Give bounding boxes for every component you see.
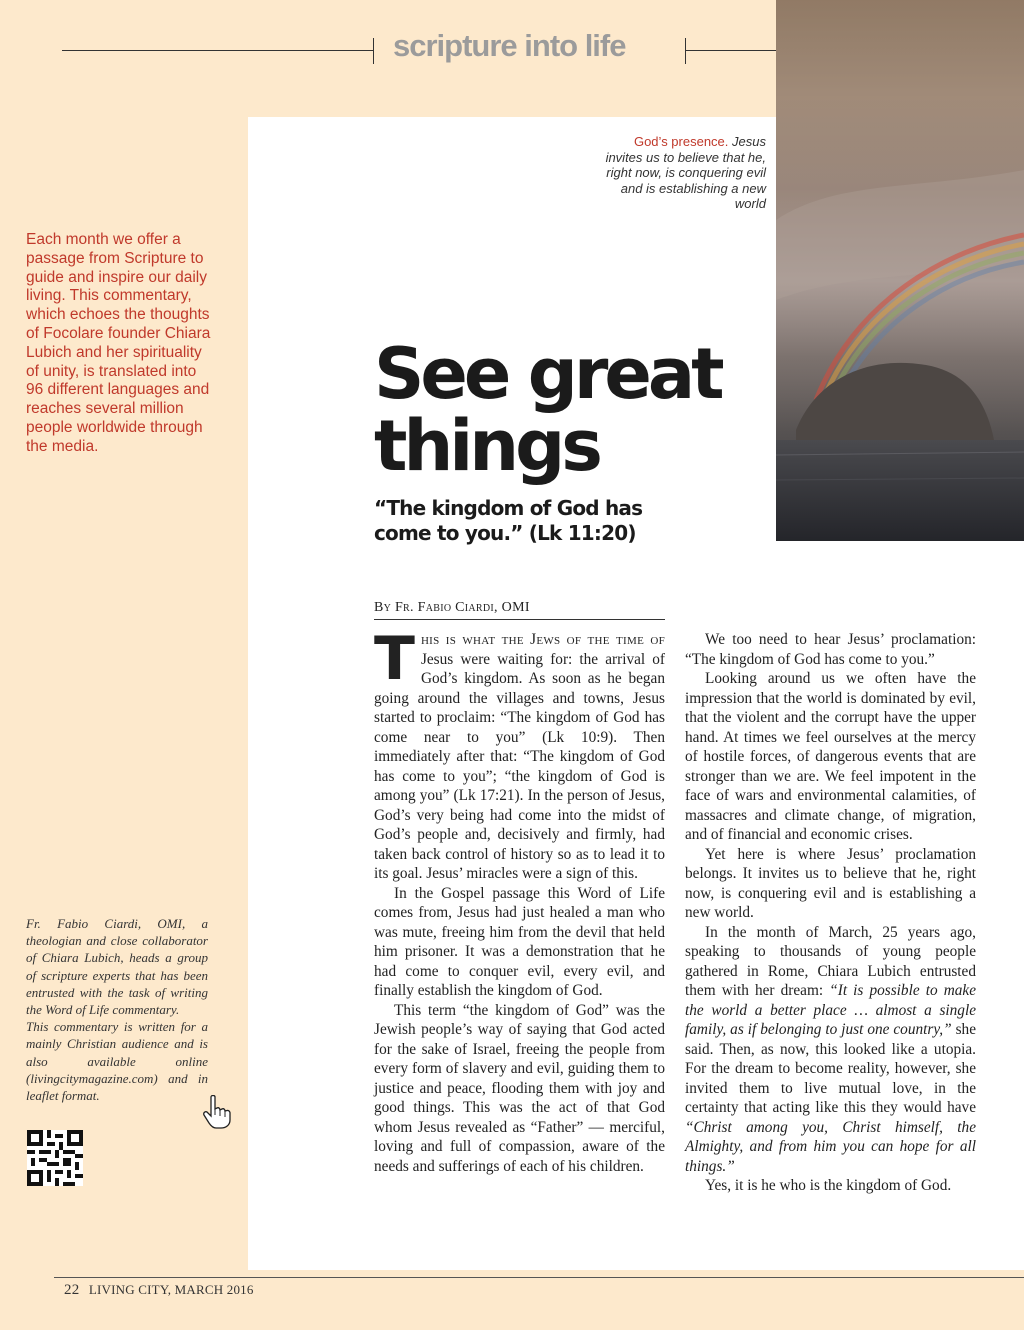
paragraph-1-text: Jesus were waiting for: the arrival of God’s kingdom. As soon as he began going around the villages and towns, Jesus started to proclaim: “The kingdom of God has come near to you” (Lk 10:9). Then immediately after that: “The kingdom of God has come to you”; “the kingdom of God is among you” (Lk 17:21). In the person of Jesus, God’s very being had come into the midst of God’s people and, decisively and firmly, had taken back control of history so as to lead it to its goal. Jesus’ miracles were a sign of this.	[374, 650, 665, 882]
paragraph-8: Yes, it is he who is the kingdom of God.	[705, 1177, 952, 1194]
caption-lead: God’s presence.	[633, 134, 729, 149]
quote-2: “Christ among you, Christ himself, the Almighty, and from him you can hope for all things.”	[685, 1118, 976, 1175]
paragraph-7-b: she said. Then, as now, this looked like a utopia. For the dream to become reality, however, she invited them to live mutual love, in the certainty that acting like this they would have	[685, 1021, 976, 1116]
paragraph-5: Looking around us we often have the impression that the world is dominated by evil, that the violent and the corrupt have the upper hand. At times we feel ourselves at the mercy of hostile forces, of dangerous events that are stronger than we are. We feel impotent in the face of wars and environmental calamities, of massacres and climate change, of migration, and of financial and economic crises.	[685, 670, 976, 843]
article-column-2	[685, 630, 976, 1196]
drop-cap: T	[374, 624, 415, 694]
author-bio	[26, 915, 208, 1104]
paragraph-4: We too need to hear Jesus’ proclamation: “The kingdom of God has come to you.”	[685, 631, 976, 668]
header-rule-tick-right	[685, 38, 686, 64]
header-rule-right	[686, 50, 776, 51]
pointing-hand-icon	[202, 1095, 232, 1134]
qr-code-icon	[27, 1130, 83, 1191]
header-rule-tick-left	[373, 38, 374, 64]
bio-paragraph-1: Fr. Fabio Ciardi, OMI, a theologian and close collaborator of Chiara Lubich, heads a group of scripture experts that has been entrusted with the task of writing the Word of Life commentary.	[26, 916, 208, 1018]
headline-line-2: things	[374, 405, 599, 487]
page-number: 22	[64, 1282, 80, 1298]
quote-1: “It is possible to make the world a better place … almost a single family, as if belonging to just one country,”	[685, 982, 977, 1038]
article-subhead: “The kingdom of God has come to you.” (Lk 11:20)	[374, 496, 643, 545]
footer-rule	[54, 1277, 1024, 1278]
publication-name: LIVING CITY, MARCH 2016	[88, 1282, 254, 1297]
paragraph-2: In the Gospel passage this Word of Life comes from, Jesus had just healed a man who was mute, freeing him from the devil that held him prisoner. It was a demonstration that he had come to conquer evil, every evil, and finally establish the kingdom of God.	[374, 884, 665, 999]
paragraph-7-a: In the month of March, 25 years ago, speaking to thousands of young people gathered in Rome, Chiara Lubich entrusted them with her dream:	[685, 923, 976, 999]
rainbow-photo	[776, 0, 1024, 541]
paragraph-7	[685, 923, 976, 1177]
paragraph-6: Yet here is where Jesus’ proclamation belongs. It invites us to believe that he, right now, is conquering evil and is establishing a new world.	[685, 845, 976, 921]
paragraph-3: This term “the kingdom of God” was the Jewish people’s way of saying that God acted for the sake of Israel, freeing the people from every form of slavery and evil, guiding them to justice and peace, flooding them with joy and good things. This was the act of that God whom Jesus revealed as “Father” — merciful, loving and full of compassion, aware of the needs and sufferings of each of his children.	[374, 1001, 665, 1175]
caption-text: Jesus invites us to believe that he, right now, is conquering evil and is establishing a new world	[605, 134, 766, 211]
bio-paragraph-2: This commentary is written for a mainly Christian audience and is also available online (livingcitymagazine.com) and in leaflet format.	[26, 1019, 208, 1104]
photo-caption	[600, 134, 766, 212]
sidebar-intro: Each month we offer a passage from Scripture to guide and inspire our daily living. This commentary, which echoes the thoughts of Focolare founder Chiara Lubich and her spirituality of unity, is translated into 96 different languages and reaches several million people worldwide through the media.	[26, 231, 211, 455]
headline-line-1: See great	[374, 333, 721, 415]
lead-smallcaps: his is what the Jews of the time of	[420, 631, 665, 648]
article-headline	[374, 333, 754, 487]
page-footer	[64, 1282, 254, 1299]
header-rule-left	[62, 50, 373, 51]
section-title: scripture into life	[393, 28, 626, 63]
byline: By Fr. Fabio Ciardi, OMI	[374, 600, 665, 620]
article-column-1	[374, 624, 665, 1176]
paragraph-1	[374, 624, 665, 884]
